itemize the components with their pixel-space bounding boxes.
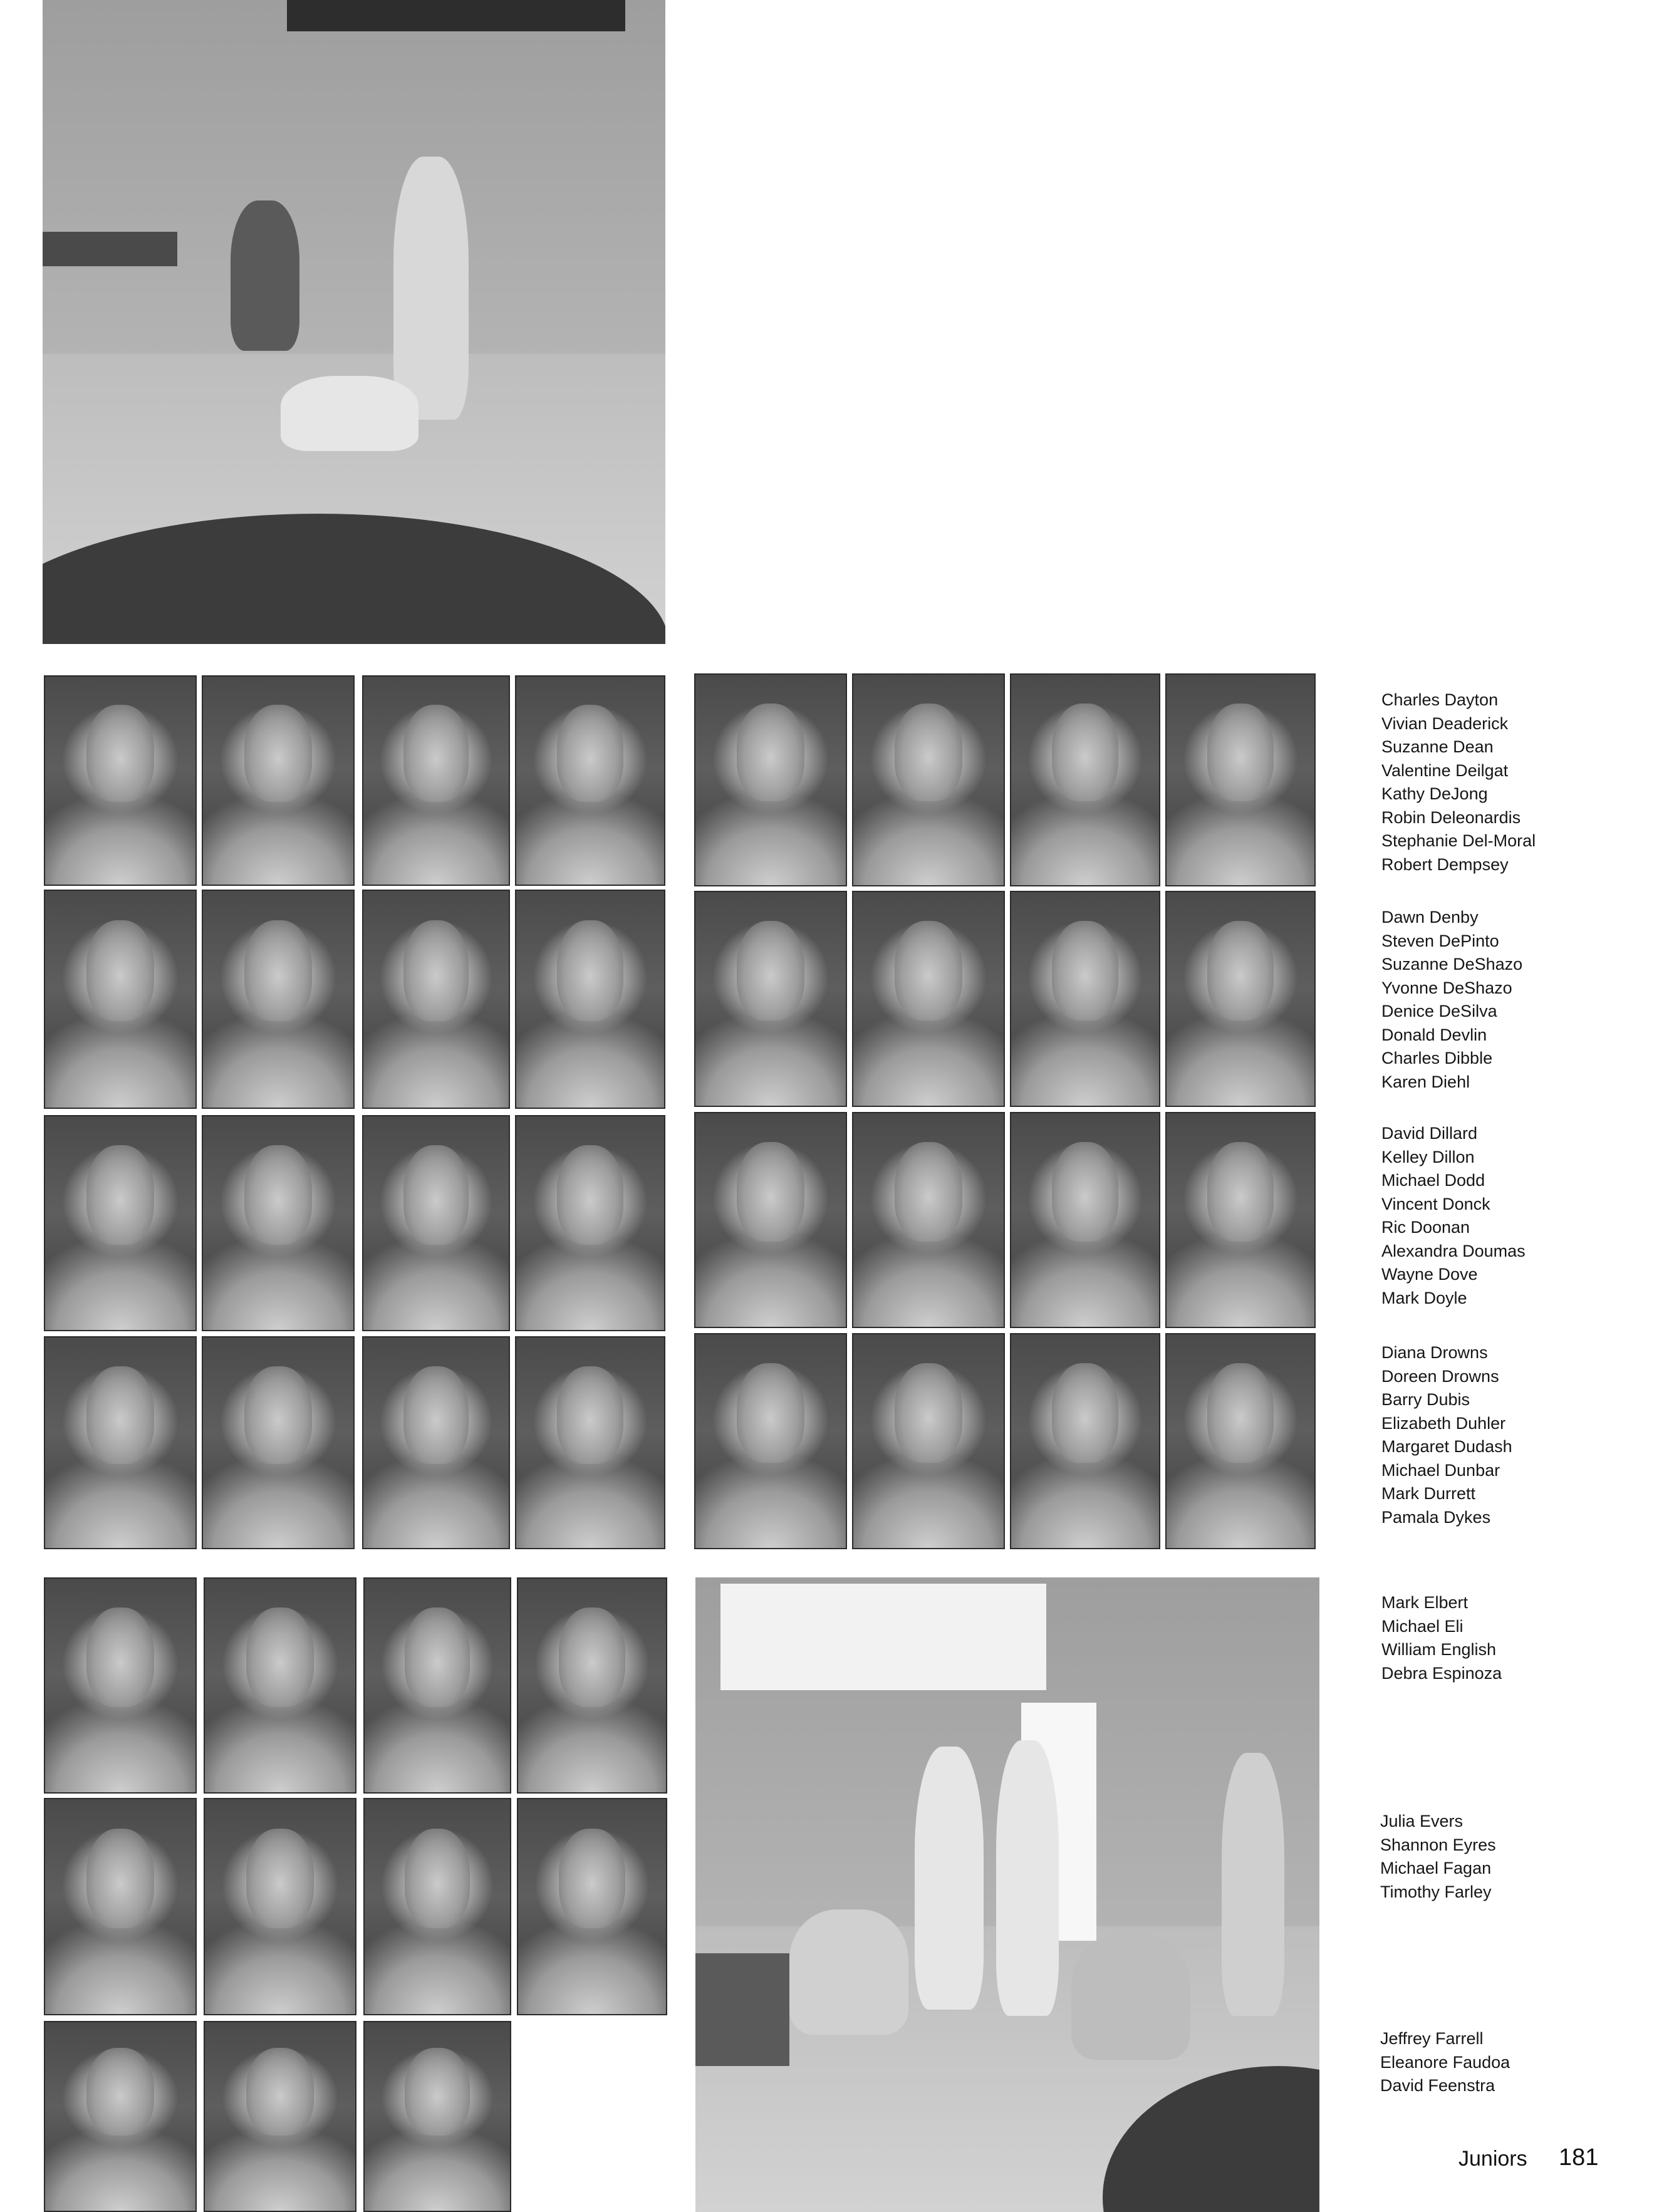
portrait-photo — [362, 890, 510, 1109]
portrait-photo — [202, 890, 355, 1109]
student-name: Donald Devlin — [1381, 1025, 1487, 1044]
gym-wall — [43, 0, 665, 354]
seated-figure — [1071, 1934, 1190, 2060]
portrait-photo — [362, 675, 510, 886]
portrait-photo — [362, 1115, 510, 1331]
student-name: Michael Dodd — [1381, 1171, 1485, 1190]
student-name: Charles Dayton — [1381, 690, 1499, 709]
name-list — [1381, 1591, 1502, 1685]
portrait-photo — [852, 1112, 1005, 1328]
student-name: David Dillard — [1381, 1124, 1478, 1143]
student-name: Vincent Donck — [1381, 1194, 1490, 1213]
portrait-photo — [515, 675, 665, 886]
portrait-photo — [1165, 1112, 1316, 1328]
student-name: Charles Dibble — [1381, 1049, 1493, 1067]
page-number: 181 — [1559, 2144, 1599, 2171]
candid-photo-group — [695, 1577, 1319, 2212]
portrait-photo — [515, 1336, 665, 1549]
name-list — [1381, 1341, 1512, 1529]
student-name: David Feenstra — [1380, 2076, 1495, 2095]
portrait-photo — [44, 1798, 197, 2015]
seated-figure-dark — [695, 1953, 789, 2066]
student-name: Steven DePinto — [1381, 931, 1499, 950]
student-name: Ric Doonan — [1381, 1218, 1470, 1237]
lying-figure — [281, 376, 419, 451]
portrait-photo — [517, 1577, 667, 1794]
student-name: Barry Dubis — [1381, 1390, 1470, 1409]
student-name: Alexandra Doumas — [1381, 1241, 1526, 1260]
portrait-photo — [515, 890, 665, 1109]
portrait-photo — [1165, 1333, 1316, 1549]
student-name: Shannon Eyres — [1380, 1835, 1496, 1854]
portrait-photo — [1010, 1333, 1160, 1549]
portrait-photo — [363, 2021, 511, 2212]
portrait-photo — [363, 1577, 511, 1794]
portrait-photo — [1010, 1112, 1160, 1328]
standing-figure — [393, 157, 469, 420]
student-name: Michael Dunbar — [1381, 1460, 1500, 1480]
portrait-photo — [1165, 891, 1316, 1107]
section-label: Juniors — [1458, 2147, 1527, 2171]
seated-figure — [789, 1909, 908, 2035]
portrait-photo — [204, 1798, 356, 2015]
student-name: Doreen Drowns — [1381, 1366, 1499, 1386]
portrait-photo — [202, 675, 355, 886]
student-name: Kathy DeJong — [1381, 784, 1488, 803]
student-name: Stephanie Del-Moral — [1381, 831, 1536, 850]
portrait-photo — [694, 1112, 847, 1328]
candid-photo-gymnastics — [43, 0, 665, 644]
student-name: Diana Drowns — [1381, 1343, 1488, 1362]
name-list — [1380, 1810, 1496, 1904]
gym-window — [720, 1584, 1046, 1690]
portrait-photo — [852, 1333, 1005, 1549]
student-name: William English — [1381, 1640, 1497, 1659]
student-name: Mark Elbert — [1381, 1593, 1469, 1612]
student-name: Michael Fagan — [1380, 1859, 1492, 1877]
student-name: Yvonne DeShazo — [1381, 978, 1512, 997]
student-name: Debra Espinoza — [1381, 1663, 1502, 1683]
standing-figure — [915, 1747, 984, 2010]
portrait-photo — [44, 2021, 197, 2212]
name-list — [1381, 1122, 1526, 1310]
student-name: Elizabeth Duhler — [1381, 1413, 1506, 1433]
student-name: Eleanore Faudoa — [1380, 2052, 1510, 2072]
balance-beam — [43, 232, 177, 266]
portrait-photo — [363, 1798, 511, 2015]
portrait-photo — [517, 1798, 667, 2015]
student-name: Valentine Deilgat — [1381, 761, 1509, 780]
student-name: Dawn Denby — [1381, 908, 1479, 927]
portrait-photo — [44, 675, 197, 886]
portrait-photo — [694, 673, 847, 886]
portrait-photo — [44, 890, 197, 1109]
student-name: Karen Diehl — [1381, 1072, 1470, 1091]
student-name: Vivian Deaderick — [1381, 714, 1509, 733]
portrait-photo — [852, 673, 1005, 886]
student-name: Margaret Dudash — [1381, 1437, 1512, 1456]
student-name: Robin Deleonardis — [1381, 807, 1521, 827]
student-name: Mark Durrett — [1381, 1484, 1476, 1503]
name-list — [1381, 688, 1536, 876]
portrait-photo — [362, 1336, 510, 1549]
student-name: Wayne Dove — [1381, 1265, 1478, 1284]
portrait-photo — [1010, 891, 1160, 1107]
portrait-photo — [1165, 673, 1316, 886]
portrait-photo — [202, 1336, 355, 1549]
name-list — [1381, 906, 1522, 1094]
seated-figure — [231, 200, 299, 351]
student-name: Suzanne Dean — [1381, 737, 1494, 756]
portrait-photo — [694, 891, 847, 1107]
portrait-photo — [852, 891, 1005, 1107]
portrait-photo — [204, 1577, 356, 1794]
student-name: Jeffrey Farrell — [1380, 2029, 1484, 2048]
student-name: Michael Eli — [1381, 1616, 1464, 1636]
student-name: Suzanne DeShazo — [1381, 955, 1523, 974]
standing-figure — [996, 1740, 1059, 2016]
portrait-photo — [204, 2021, 356, 2212]
name-list — [1380, 2027, 1510, 2098]
top-banner — [287, 0, 625, 31]
student-name: Julia Evers — [1380, 1812, 1464, 1830]
portrait-photo — [44, 1115, 197, 1331]
standing-figure — [1222, 1753, 1284, 2016]
student-name: Denice DeSilva — [1381, 1002, 1497, 1020]
student-name: Robert Dempsey — [1381, 854, 1509, 874]
portrait-photo — [44, 1336, 197, 1549]
portrait-photo — [44, 1577, 197, 1794]
student-name: Timothy Farley — [1380, 1882, 1492, 1901]
student-name: Kelley Dillon — [1381, 1147, 1475, 1166]
portrait-photo — [202, 1115, 355, 1331]
portrait-photo — [694, 1333, 847, 1549]
portrait-photo — [515, 1115, 665, 1331]
portrait-photo — [1010, 673, 1160, 886]
student-name: Pamala Dykes — [1381, 1507, 1491, 1527]
student-name: Mark Doyle — [1381, 1288, 1467, 1307]
